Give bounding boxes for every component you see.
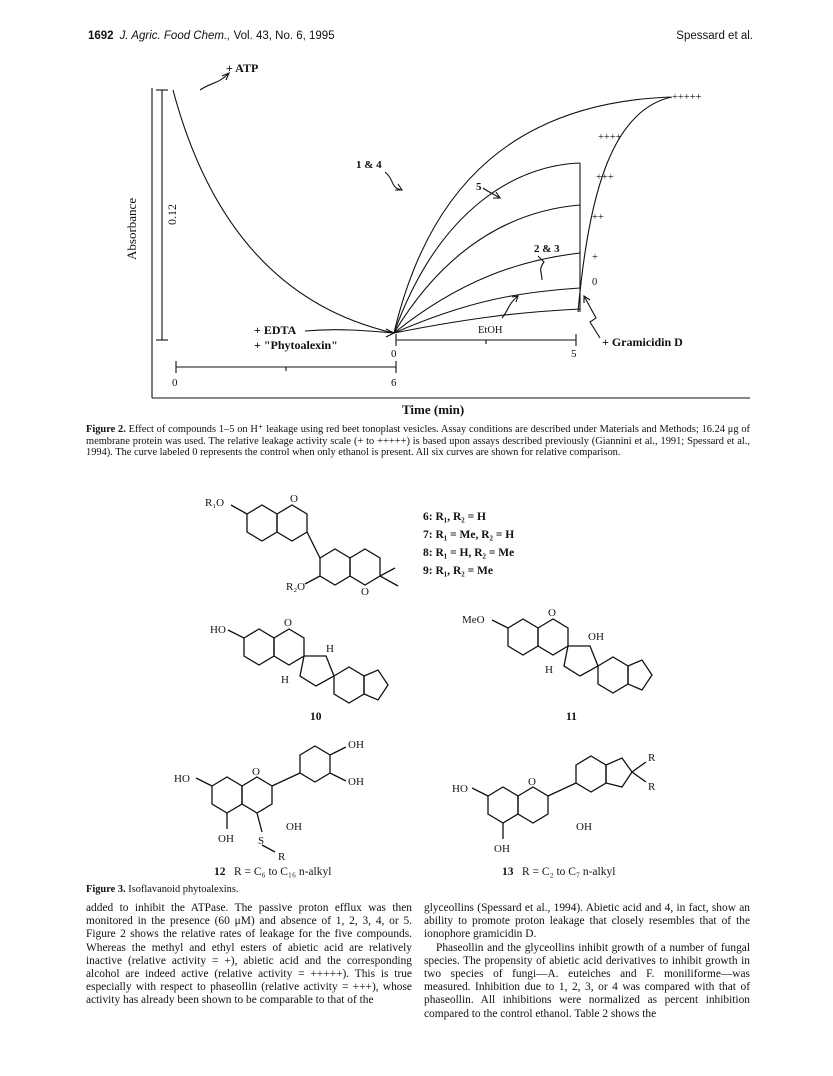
inner-tick-start: 0 xyxy=(391,348,397,360)
structure-6-9 xyxy=(231,505,398,586)
atom-o-13: O xyxy=(528,776,536,788)
atom-r-12: R xyxy=(278,851,286,863)
inner-tick-end: 5 xyxy=(571,348,577,360)
gramicidin-label: + Gramicidin D xyxy=(602,335,683,349)
x-tick-start: 0 xyxy=(172,377,178,389)
atom-r-13a: R xyxy=(648,752,656,764)
structure-11 xyxy=(492,619,652,693)
atp-label: + ATP xyxy=(226,61,259,75)
figure-3-caption-text: Isoflavanoid phytoalexins. xyxy=(128,884,239,895)
atom-oh-12c: OH xyxy=(286,821,302,833)
scale-5: +++++ xyxy=(672,92,702,103)
label-5: 5 xyxy=(476,181,482,193)
scale-4: ++++ xyxy=(598,132,622,143)
label-2-3: 2 & 3 xyxy=(534,243,560,255)
edta-label: + EDTA xyxy=(254,323,297,337)
atom-h-10a: H xyxy=(326,643,334,655)
atom-oh-12a: OH xyxy=(348,739,364,751)
atom-ho-12: HO xyxy=(174,773,190,785)
x-tick-end: 6 xyxy=(391,377,397,389)
structure-13 xyxy=(472,756,646,839)
r-group-13: R = C₂ to C₇ n-alkyl xyxy=(522,866,616,878)
substituent-9: 9: R₁, R₂ = Me xyxy=(423,565,493,577)
atom-ho-13: HO xyxy=(452,783,468,795)
atom-oh-13a: OH xyxy=(576,821,592,833)
left-paragraph: added to inhibit the ATPase. The passive proton efflux was then monitored in the presence (60 μM) and absence of 1, 2, 3, 4, or 5. Figure 2 shows the relative rates of leakage for the five compounds. Whereas the methyl and ethyl esters of abietic acid are relatively inactive (relative activity = +), abietic acid and the corresponding alcohol are indeed active (relative activity = +++++). This is true especially with respect to phaseollin (relative activity = +++), whose activity has already been shown to be comparable to that of the xyxy=(86,902,412,1007)
atom-oh-11: OH xyxy=(588,631,604,643)
figure-2-caption-text: Effect of compounds 1–5 on H⁺ leakage using red beet tonoplast vesicles. Assay conditions are described under Materials and Methods; 16.24 μg of membrane protein was used. The relative leakage activity scale (+ to +++++) is based upon assays described previously (Giannini et al., 1991; Spessard et al., 1994). The curve labeled 0 represents the control when only ethanol is present. All six curves are shown for relative comparison. xyxy=(86,424,750,459)
running-header-authors: Spessard et al. xyxy=(676,30,753,42)
etoh-label: EtOH xyxy=(478,325,503,336)
figure-3-caption xyxy=(86,884,750,896)
pointer-1-4 xyxy=(385,172,402,190)
atom-o-6a: O xyxy=(290,493,298,505)
body-left-column xyxy=(86,902,412,1008)
scale-0: 0 xyxy=(592,277,598,288)
substituent-8: 8: R₁ = H, R₂ = Me xyxy=(423,547,515,559)
body-right-column xyxy=(424,902,750,1021)
atom-o-6b: O xyxy=(361,586,369,598)
atom-o-10: O xyxy=(284,617,292,629)
substituent-7: 7: R₁ = Me, R₂ = H xyxy=(423,529,515,541)
pointer-gramicidin xyxy=(584,296,600,338)
compound-label-11: 11 xyxy=(566,711,577,723)
y-axis-label: Absorbance xyxy=(124,197,139,260)
label-1-4: 1 & 4 xyxy=(356,159,382,171)
atom-o-12: O xyxy=(252,766,260,778)
compound-label-10: 10 xyxy=(310,711,322,723)
x-axis-label: Time (min) xyxy=(402,402,465,417)
atom-oh-13b: OH xyxy=(494,843,510,855)
figure-3-caption-label: Figure 3. xyxy=(86,884,126,895)
atom-ho-10: HO xyxy=(210,624,226,636)
atom-meo-11: MeO xyxy=(462,614,485,626)
figure-2-caption xyxy=(86,424,750,459)
atom-oh-12b: OH xyxy=(348,776,364,788)
atom-h-11: H xyxy=(545,664,553,676)
scale-1: + xyxy=(592,252,598,263)
atom-oh-12d: OH xyxy=(218,833,234,845)
compound-label-12: 12 xyxy=(214,866,226,878)
figure-3 xyxy=(0,480,833,880)
page-number: 1692 xyxy=(88,30,114,42)
curve-3plus xyxy=(394,205,580,333)
phytoalexin-label: + "Phytoalexin" xyxy=(254,338,338,352)
figure-2-caption-label: Figure 2. xyxy=(86,424,126,435)
substituent-6: 6: R₁, R₂ = H xyxy=(423,511,486,523)
right-paragraph-2: Phaseollin and the glyceollins inhibit growth of a number of fungal species. The propensity of abietic acid derivatives to inhibit growth in two species of fungi—A. euteiches and F. moniliforme—was measured. Inhibition due to 1, 2, 3, or 4 was compared with that of phaseollin. All inhibitions were normalized as percent inhibition compared to the control ethanol. Table 2 shows the xyxy=(424,941,750,1020)
atom-r-13b: R xyxy=(648,781,656,793)
atp-arrow xyxy=(200,74,228,90)
scale-3: +++ xyxy=(596,172,614,183)
right-paragraph-1: glyceollins (Spessard et al., 1994). Abietic acid and 4, in fact, show an ability to promote proton leakage that closely resembles that of the ionophore gramicidin D. xyxy=(424,902,750,941)
atom-s-12: S xyxy=(258,835,265,847)
journal-name: J. Agric. Food Chem., xyxy=(119,30,231,42)
scale-2: ++ xyxy=(592,212,604,223)
atp-decay-trace xyxy=(173,90,394,333)
structure-10 xyxy=(228,629,388,703)
figure-2 xyxy=(0,0,833,420)
y-scale-label: 0.12 xyxy=(165,204,179,225)
compound-label-13: 13 xyxy=(502,866,514,878)
r-group-12: R = C₆ to C₁₆ n-alkyl xyxy=(234,866,332,878)
volume-info: Vol. 43, No. 6, 1995 xyxy=(233,30,335,42)
atom-r2o: R₂O xyxy=(286,581,306,593)
atom-h-10b: H xyxy=(281,674,289,686)
atom-o-11: O xyxy=(548,607,556,619)
atom-r1o: R₁O xyxy=(205,497,225,509)
